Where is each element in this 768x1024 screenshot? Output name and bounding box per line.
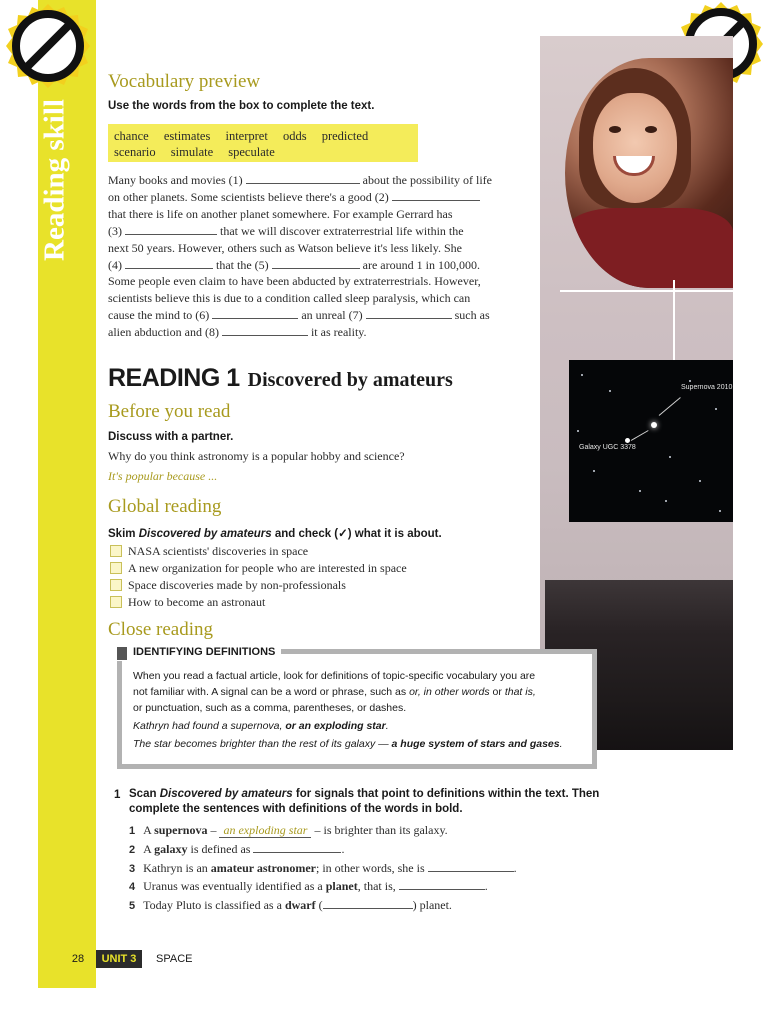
blank-5[interactable] <box>272 258 360 269</box>
word: interpret <box>225 129 268 143</box>
pointer-line <box>631 430 649 441</box>
global-instruction: Skim Discovered by amateurs and check (✓) what it is about. <box>108 528 442 540</box>
vocab-paragraph: Many books and movies (1) about the possibility of life on other planets. Some scientists believe there's a good (2) that there is life on another planet somewhere. For example Gerrard has (3) that we will discover extraterrestrial life within the next 50 years. However, others such as Watson believe it's less likely. She (4) that the (5) are around 1 in 100,000. Some people even claim to have been abducted by extraterrestrials. However, scientists believe this is due to a condition called sleep paralysis, which can cause the mind to (6) an unreal (7) such as alien abduction and (8) it as reality. <box>108 173 492 340</box>
checkbox-option[interactable]: How to become an astronaut <box>110 595 265 610</box>
definitions-box-marker <box>117 647 127 660</box>
word: simulate <box>170 145 214 159</box>
word-box <box>108 124 418 162</box>
reading-title <box>108 364 453 393</box>
unit-label: UNIT 3 <box>96 950 142 968</box>
blank-6[interactable] <box>212 308 298 319</box>
word: speculate <box>228 145 275 159</box>
exercise-item: 3 Kathryn is an amateur astronomer; in other words, she is . <box>129 861 517 875</box>
unit-topic: SPACE <box>156 953 193 965</box>
definitions-text: or punctuation, such as a comma, parentheses, or dashes. <box>133 702 407 714</box>
reading-label: READING 1 <box>108 364 240 392</box>
before-instruction: Discuss with a partner. <box>108 431 234 443</box>
definitions-text: not familiar with. A signal can be a word or phrase, such as or, in other words or that is, <box>133 686 536 698</box>
answer-field[interactable] <box>399 879 485 890</box>
exercise-item: 1 A supernova – an exploding star – is brighter than its galaxy. <box>129 823 448 837</box>
sidebar-label: Reading skill <box>38 99 71 261</box>
answer-field[interactable]: an exploding star <box>219 823 311 838</box>
checkbox[interactable] <box>110 562 122 574</box>
word-box-row <box>114 128 412 144</box>
galaxy-marker <box>625 438 630 443</box>
before-heading: Before you read <box>108 401 231 422</box>
word: scenario <box>114 145 156 159</box>
word: odds <box>282 129 307 143</box>
reading-title-text: Discovered by amateurs <box>247 369 453 391</box>
supernova-photo <box>569 360 733 522</box>
vocab-instruction: Use the words from the box to complete the text. <box>108 100 375 112</box>
checkbox-option[interactable]: Space discoveries made by non-professionals <box>110 578 346 593</box>
exercise-item: 5 Today Pluto is classified as a dwarf ( ) planet. <box>129 898 452 912</box>
vocab-heading: Vocabulary preview <box>108 71 261 92</box>
pointer-line <box>659 397 681 416</box>
photo-divider <box>560 290 733 292</box>
definitions-example: Kathryn had found a supernova, or an exploding star. <box>133 720 389 732</box>
close-heading: Close reading <box>108 619 214 640</box>
exercise-instruction: Scan Discovered by amateurs for signals that point to definitions within the text. Then <box>129 788 600 800</box>
before-question: Why do you think astronomy is a popular hobby and science? <box>108 449 405 463</box>
exercise-item: 4 Uranus was eventually identified as a planet, that is, . <box>129 879 488 893</box>
before-answer: It's popular because ... <box>108 469 218 483</box>
checkbox-option[interactable]: NASA scientists' discoveries in space <box>110 544 308 559</box>
answer-field[interactable] <box>428 861 514 872</box>
blank-4[interactable] <box>125 258 213 269</box>
word: estimates <box>163 129 211 143</box>
checkbox[interactable] <box>110 545 122 557</box>
photo-divider <box>673 280 675 360</box>
girl-portrait-photo <box>565 58 733 288</box>
no-entry-icon <box>4 2 92 90</box>
blank-1[interactable] <box>246 173 360 184</box>
checkbox[interactable] <box>110 579 122 591</box>
definitions-example: The star becomes brighter than the rest of its galaxy — a huge system of stars and gases. <box>133 738 563 750</box>
checkbox-option[interactable]: A new organization for people who are interested in space <box>110 561 407 576</box>
galaxy-label: Galaxy UGC 3378 <box>579 444 636 451</box>
exercise-item: 2 A galaxy is defined as . <box>129 842 345 856</box>
word: predicted <box>321 129 369 143</box>
blank-8[interactable] <box>222 325 308 336</box>
page-number: 28 <box>60 950 96 968</box>
answer-field[interactable] <box>253 842 341 853</box>
blank-2[interactable] <box>392 190 480 201</box>
supernova-marker <box>651 422 657 428</box>
word-box-row <box>114 144 412 160</box>
supernova-label: Supernova 2010 <box>681 384 733 391</box>
definitions-text: When you read a factual article, look for definitions of topic-specific vocabulary you are <box>133 670 536 682</box>
word: chance <box>114 129 149 143</box>
definitions-box-title: IDENTIFYING DEFINITIONS <box>133 646 276 658</box>
blank-3[interactable] <box>125 224 217 235</box>
exercise-instruction: complete the sentences with definitions of the words in bold. <box>129 803 463 815</box>
blank-7[interactable] <box>366 308 452 319</box>
global-heading: Global reading <box>108 496 222 517</box>
answer-field[interactable] <box>323 898 413 909</box>
exercise-number: 1 <box>114 789 121 801</box>
checkbox[interactable] <box>110 596 122 608</box>
